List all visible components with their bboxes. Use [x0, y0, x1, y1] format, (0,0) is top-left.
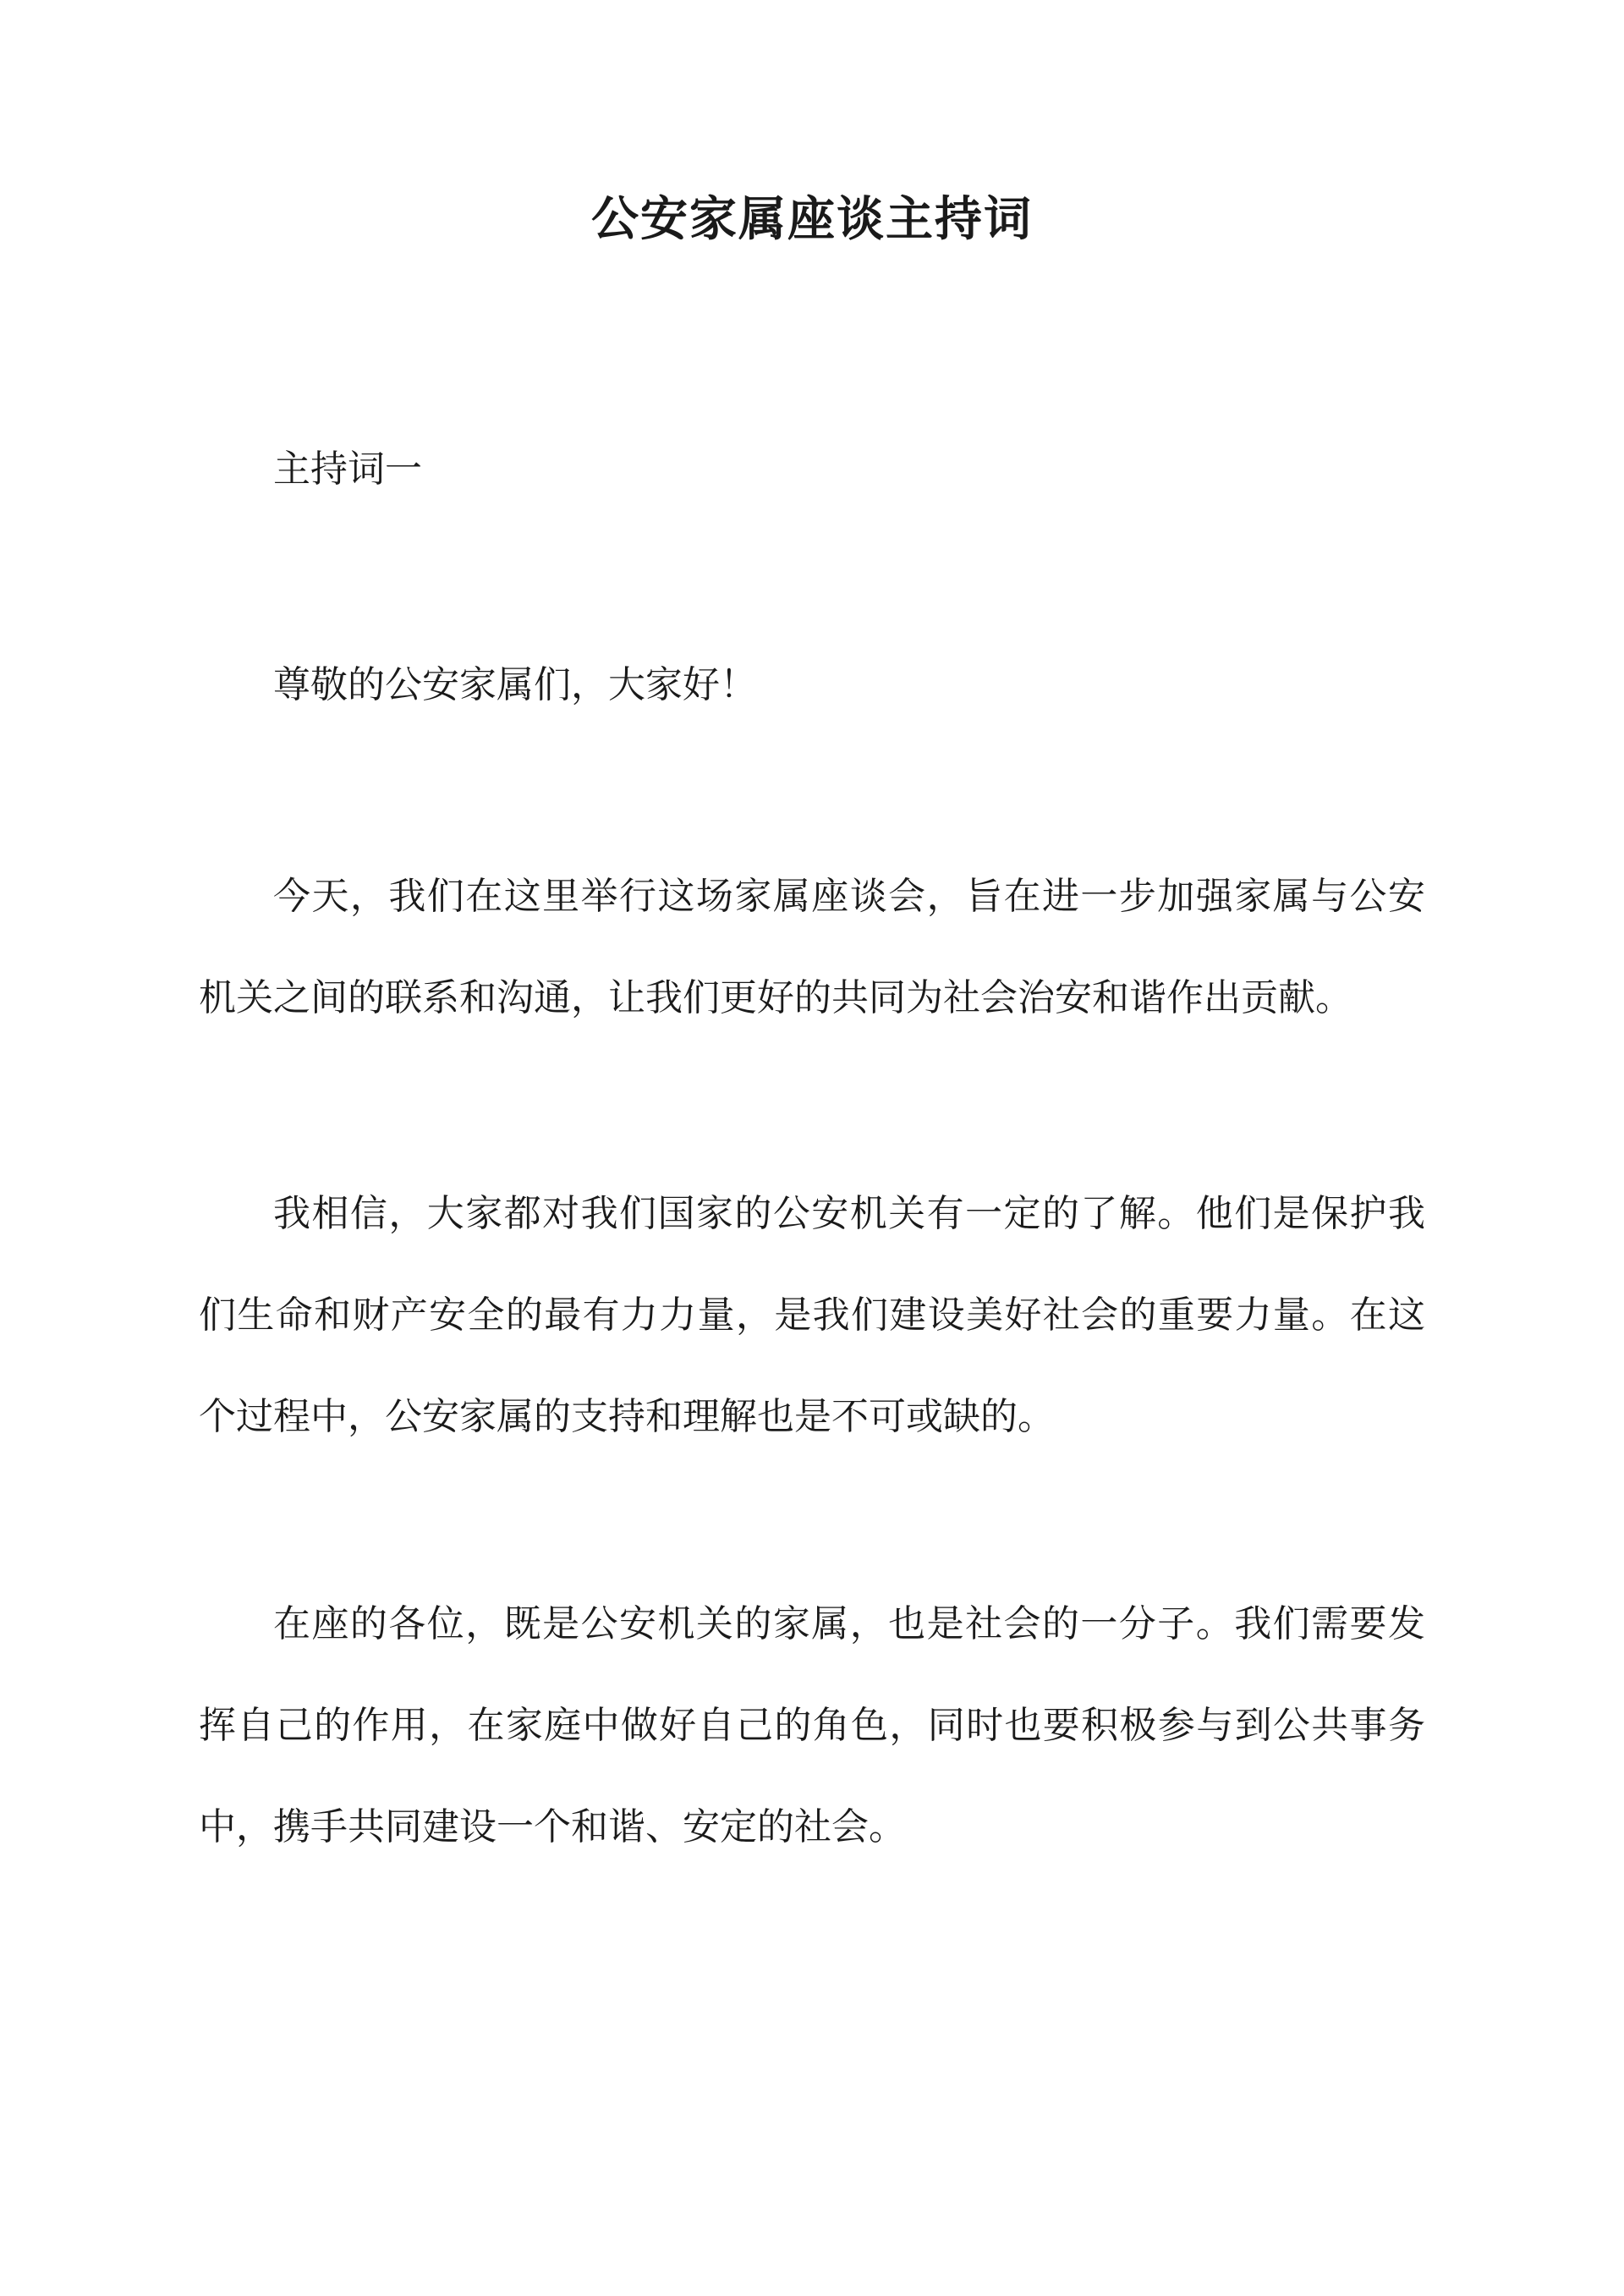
- body-paragraph: 今天，我们在这里举行这场家属座谈会，旨在进一步加强家属与公安机关之间的联系和沟通，让我们更好的共同为社会治安和谐作出贡献。: [199, 875, 1425, 1019]
- greeting-paragraph: 尊敬的公安家属们，大家好！: [273, 663, 757, 706]
- document-title: 公安家属座谈主持词: [591, 191, 1033, 247]
- body-paragraph: 我相信，大家都对我们国家的公安机关有一定的了解。他们是保护我们生命和财产安全的最有力力量，是我们建设美好社会的重要力量。在这个过程中，公安家属的支持和理解也是不可或缺的。: [199, 1192, 1425, 1438]
- body-paragraph: 在座的各位，既是公安机关的家属，也是社会的一分子。我们需要发挥自己的作用，在家庭中做好自己的角色，同时也要积极参与到公共事务中，携手共同建设一个和谐、安定的社会。: [199, 1602, 1425, 1848]
- section-heading: 主持词一: [273, 448, 422, 491]
